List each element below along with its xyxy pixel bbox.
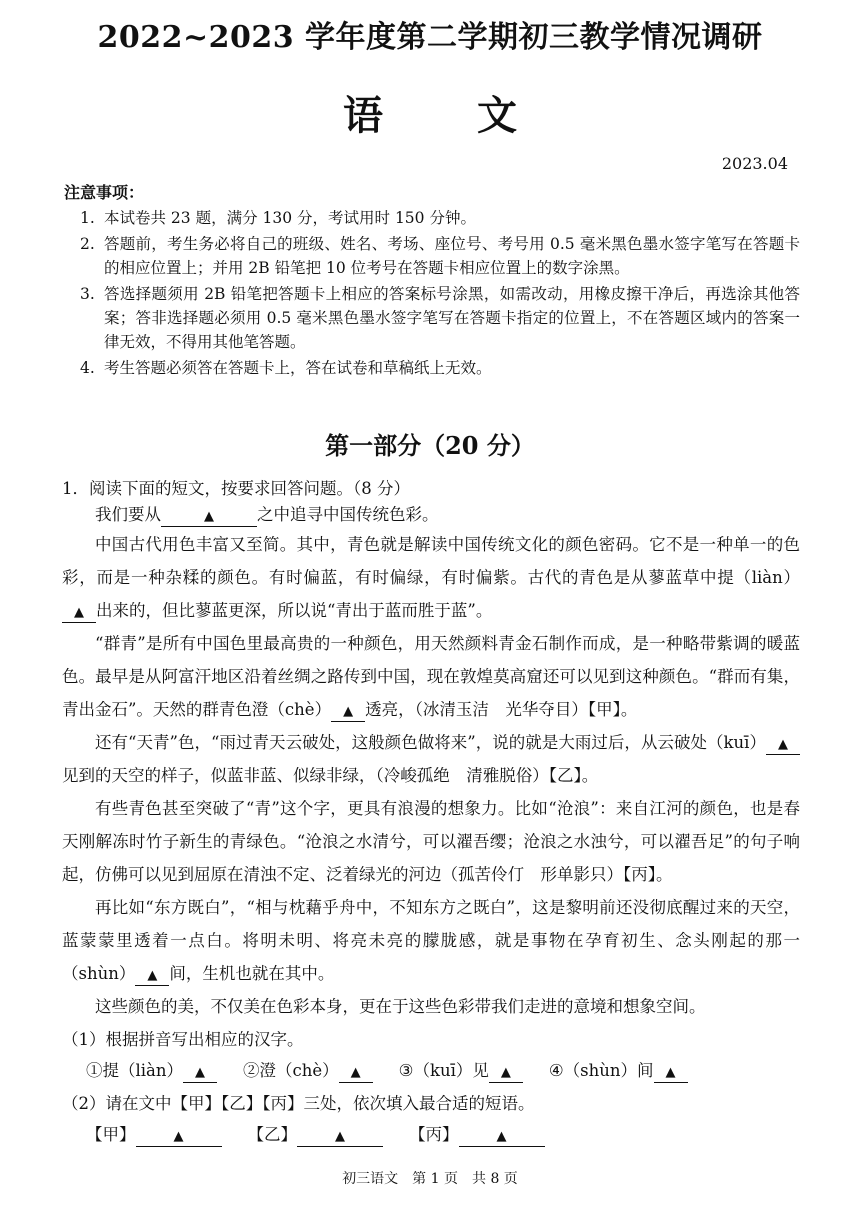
notice-heading: 注意事项： xyxy=(64,183,145,202)
subject-title: 语 文 xyxy=(343,92,557,139)
answer-blank[interactable]: ▲ xyxy=(766,736,800,755)
answer-blank[interactable]: ▲ xyxy=(654,1064,688,1083)
pinyin-item xyxy=(399,1055,523,1087)
notice-item xyxy=(80,206,800,230)
answer-blank[interactable]: ▲ xyxy=(135,967,169,986)
page-footer: 初三语文 第 1 页 共 8 页 xyxy=(342,1171,518,1187)
part-one-heading: 第一部分（20 分） xyxy=(325,431,535,460)
paragraph-text: 中国古代用色丰富又至简。其中，青色就是解读中国传统文化的颜色密码。它不是一种单一的色彩，而是一种杂糅的颜色。有时偏蓝，有时偏绿，有时偏紫。古代的青色是从蓼蓝草中提（liàn） xyxy=(62,535,800,587)
sub-question-1-label: （1）根据拼音写出相应的汉字。 xyxy=(62,1030,304,1049)
notice-item xyxy=(80,282,800,354)
intro-text-after: 之中追寻中国传统色彩。 xyxy=(257,505,439,524)
pinyin-item xyxy=(243,1055,373,1087)
pinyin-item xyxy=(86,1055,217,1087)
notice-item xyxy=(80,232,800,280)
passage-paragraph-4: 有些青色甚至突破了“青”这个字，更具有浪漫的想象力。比如“沧浪”：来自江河的颜色，也是春天刚解冻时竹子新生的青绿色。“沧浪之水清兮，可以濯吾缨；沧浪之水浊兮，可以濯吾足”的句子响起，仿佛可以见到屈原在清浊不定、泛着绿光的河边（孤苦伶仃 形单影只）【丙】。 xyxy=(62,799,800,884)
answer-blank[interactable]: ▲ xyxy=(161,508,257,527)
sub-question-2-label: （2）请在文中【甲】【乙】【丙】三处，依次填入最合适的短语。 xyxy=(62,1094,535,1113)
notice-item-text: 答题前，考生务必将自己的班级、姓名、考场、座位号、考号用 0.5 毫米黑色墨水签字笔写在答题卡的相应位置上；并用 2B 铅笔把 10 位考号在答题卡相应位置上的数字涂黑。 xyxy=(104,235,800,277)
notice-list xyxy=(80,206,800,382)
paragraph-text: 间，生机也就在其中。 xyxy=(169,964,335,983)
paragraph-text: 出来的，但比蓼蓝更深，所以说“青出于蓝而胜于蓝”。 xyxy=(96,601,493,620)
paragraph-text: “群青”是所有中国色里最高贵的一种颜色，用天然颜料青金石制作而成，是一种略带紫调的暖蓝色。最早是从阿富汗地区沿着丝绸之路传到中国，现在敦煌莫高窟还可以见到这种颜色。“群而有集，青出金石”。天然的群青色澄（chè） xyxy=(62,634,800,719)
answer-blank[interactable]: ▲ xyxy=(331,703,365,722)
phrase-item xyxy=(248,1119,384,1151)
notice-item-text: 答选择题须用 2B 铅笔把答题卡上相应的答案标号涂黑，如需改动，用橡皮擦干净后，再选涂其他答案；答非选择题必须用 0.5 毫米黑色墨水签字笔写在答题卡指定的位置上，不在答题区域内的答案一律无效，不得用其他笔答题。 xyxy=(104,285,800,351)
paragraph-text: 还有“天青”色，“雨过青天云破处，这般颜色做将来”，说的就是大雨过后，从云破处（kuī） xyxy=(95,733,766,752)
notice-item-number: 3. xyxy=(80,285,95,303)
pinyin-prompt: ④（shùn）间 xyxy=(548,1061,654,1080)
sub-question-1-answers xyxy=(62,1055,800,1087)
paragraph-text: 透亮，（冰清玉洁 光华夺目）【甲】。 xyxy=(365,700,638,719)
phrase-slot-label: 【丙】 xyxy=(409,1125,459,1144)
answer-blank[interactable]: ▲ xyxy=(459,1128,545,1147)
passage-paragraph-5 xyxy=(62,891,800,990)
exam-title: 2022~2023 学年度第二学期初三教学情况调研 xyxy=(97,20,763,55)
pinyin-prompt: ③（kuī）见 xyxy=(398,1061,489,1080)
passage-paragraph-1 xyxy=(62,528,800,627)
question-1 xyxy=(62,476,800,1151)
phrase-slot-label: 【乙】 xyxy=(247,1125,297,1144)
paragraph-text: 再比如“东方既白”，“相与枕藉乎舟中，不知东方之既白”，这是黎明前还没彻底醒过来的天空，蓝蒙蒙里透着一点白。将明未明、将亮未亮的朦胧感，就是事物在孕育初生、念头刚起的那一（shùn） xyxy=(62,898,800,983)
pinyin-prompt: ②澄（chè） xyxy=(243,1061,339,1080)
notice-item-number: 1. xyxy=(80,209,95,227)
passage-paragraph-3 xyxy=(62,726,800,792)
passage-paragraph-2 xyxy=(62,627,800,726)
notice-item-text: 考生答题必须答在答题卡上，答在试卷和草稿纸上无效。 xyxy=(104,359,492,377)
notice-item-number: 2. xyxy=(80,235,95,253)
notice-item xyxy=(80,356,800,380)
answer-blank[interactable]: ▲ xyxy=(339,1064,373,1083)
notice-item-text: 本试卷共 23 题，满分 130 分，考试用时 150 分钟。 xyxy=(104,209,476,227)
answer-blank[interactable]: ▲ xyxy=(297,1128,383,1147)
pinyin-prompt: ①提（liàn） xyxy=(86,1061,184,1080)
intro-text-before: 我们要从 xyxy=(95,505,161,524)
sub-question-2-answers xyxy=(62,1119,800,1151)
exam-date: 2023.04 xyxy=(721,154,788,173)
answer-blank[interactable]: ▲ xyxy=(62,604,96,623)
question-stem: 1．阅读下面的短文，按要求回答问题。（8 分） xyxy=(62,479,410,498)
passage-title-sentence xyxy=(62,502,800,528)
phrase-slot-label: 【甲】 xyxy=(86,1125,136,1144)
pinyin-item xyxy=(549,1055,688,1087)
passage-paragraph-6: 这些颜色的美，不仅美在色彩本身，更在于这些色彩带我们走进的意境和想象空间。 xyxy=(95,997,706,1016)
answer-blank[interactable]: ▲ xyxy=(136,1128,222,1147)
paragraph-text: 见到的天空的样子，似蓝非蓝、似绿非绿，（冷峻孤绝 清雅脱俗）【乙】。 xyxy=(62,766,599,785)
answer-blank[interactable]: ▲ xyxy=(183,1064,217,1083)
phrase-item xyxy=(86,1119,222,1151)
notice-item-number: 4. xyxy=(80,359,95,377)
phrase-item xyxy=(409,1119,545,1151)
answer-blank[interactable]: ▲ xyxy=(489,1064,523,1083)
